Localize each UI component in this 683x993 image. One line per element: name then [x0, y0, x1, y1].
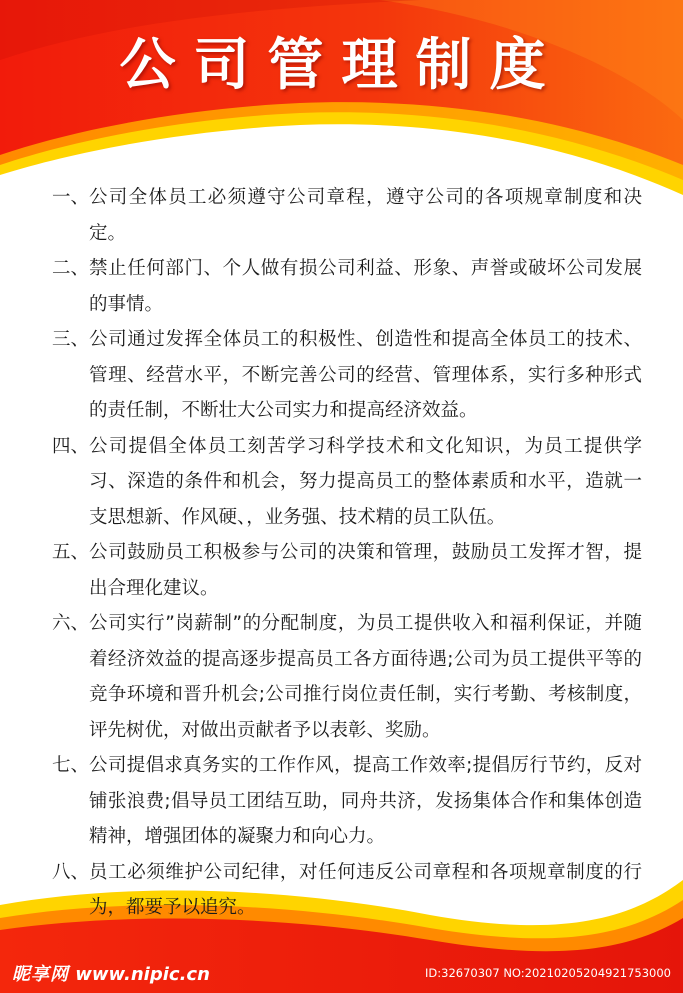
rule-item-3 — [52, 322, 642, 429]
rule-number: 二、 — [52, 258, 90, 279]
watermark-id: ID:32670307 NO:20210205204921753000 — [425, 966, 671, 980]
rule-item-8 — [52, 855, 642, 926]
rule-text: 公司鼓励员工积极参与公司的决策和管理，鼓励员工发挥才智，提出合理化建议。 — [89, 542, 642, 599]
rule-text: 公司通过发挥全体员工的积极性、创造性和提高全体员工的技术、管理、经营水平，不断完善公司的经营、管理体系，实行多种形式的责任制，不断壮大公司实力和提高经济效益。 — [89, 329, 642, 421]
watermark-url: www.nipic.cn — [75, 964, 210, 985]
rule-number: 七、 — [52, 755, 90, 776]
rule-item-2 — [52, 251, 642, 322]
rule-text: 公司实行”岗薪制”的分配制度，为员工提供收入和福利保证，并随着经济效益的提高逐步提高员工各方面待遇;公司为员工提供平等的竞争环境和晋升机会;公司推行岗位责任制，实行考勤、考核制度，评先树优，对做出贡献者予以表彰、奖励。 — [89, 613, 642, 741]
rules-list — [52, 180, 642, 926]
watermark-brand — [12, 960, 210, 986]
rule-item-5 — [52, 535, 642, 606]
rule-number: 三、 — [52, 329, 90, 350]
rule-text: 公司提倡全体员工刻苦学习科学技术和文化知识，为员工提供学习、深造的条件和机会，努力提高员工的整体素质和水平，造就一支思想新、作风硬、，业务强、技术精的员工队伍。 — [89, 435, 642, 528]
rule-item-6 — [52, 606, 642, 748]
rule-item-4 — [52, 429, 642, 536]
rule-text: 公司提倡求真务实的工作作风，提高工作效率;提倡厉行节约，反对铺张浪费;倡导员工团结互助，同舟共济，发扬集体合作和集体创造精神，增强团体的凝聚力和向心力。 — [89, 755, 642, 847]
rule-item-7 — [52, 748, 642, 855]
rule-number: 八、 — [52, 861, 90, 883]
rule-text: 禁止任何部门、个人做有损公司利益、形象、声誉或破坏公司发展的事情。 — [89, 258, 642, 315]
rule-number: 四、 — [52, 435, 90, 457]
rule-number: 六、 — [52, 613, 90, 634]
rule-text: 员工必须维护公司纪律，对任何违反公司章程和各项规章制度的行为，都要予以追究。 — [89, 861, 642, 918]
watermark-brand-name: 昵享网 — [12, 964, 69, 985]
page-title: 公司管理制度 — [119, 33, 564, 98]
rule-item-1 — [52, 180, 642, 251]
rule-text: 公司全体员工必须遵守公司章程，遵守公司的各项规章制度和决定。 — [89, 187, 642, 244]
rule-number: 五、 — [52, 542, 90, 563]
rule-number: 一、 — [52, 187, 90, 208]
